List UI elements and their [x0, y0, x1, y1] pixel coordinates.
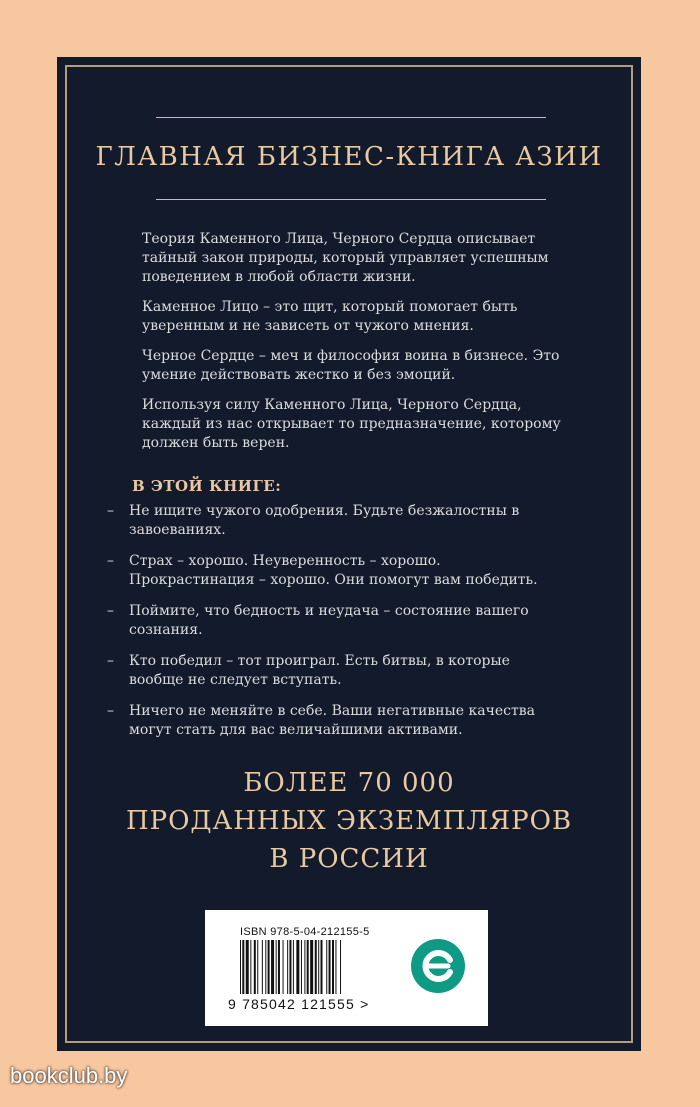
back-cover [57, 57, 641, 1051]
dash-marker: – [107, 503, 114, 519]
sales-line: В РОССИИ [269, 844, 429, 874]
barcode-bar [318, 940, 319, 994]
barcode-bar [307, 940, 309, 994]
dash-marker: – [107, 603, 114, 619]
sales-line: БОЛЕЕ 70 000 [243, 768, 455, 798]
description-paragraph: Каменное Лицо – это щит, который помогает быть уверенным и не зависеть от чужого мнения. [142, 299, 518, 334]
list-item [107, 652, 562, 690]
barcode-bar [329, 940, 331, 994]
barcode [238, 940, 398, 998]
eksmo-logo-icon [410, 938, 466, 994]
barcode-bar [283, 940, 284, 994]
barcode-bar [293, 940, 294, 994]
barcode-bar [340, 940, 341, 994]
barcode-bar [268, 940, 270, 994]
barcode-bar [254, 940, 256, 994]
barcode-bar [265, 940, 266, 994]
top-divider [156, 117, 546, 118]
in-book-list [107, 502, 562, 752]
list-item-text: Ничего не меняйте в себе. Ваши негативные качества могут стать для вас величайшими активами. [129, 703, 535, 738]
list-item-text: Не ищите чужого одобрения. Будьте безжалостны в завоеваниях. [129, 503, 520, 538]
list-item-text: Кто победил – тот проиграл. Есть битвы, в которые вообще не следует вступать. [129, 653, 510, 688]
barcode-bar [289, 940, 291, 994]
in-book-title: В ЭТОЙ КНИГЕ: [132, 477, 282, 495]
description-paragraph: Теория Каменного Лица, Черного Сердца описывает тайный закон природы, который управляет успешным поведением в любой области жизни. [142, 231, 549, 285]
headline: ГЛАВНАЯ БИЗНЕС-КНИГА АЗИИ [95, 142, 603, 172]
barcode-bar [287, 940, 288, 994]
barcode-bar [332, 940, 334, 994]
barcode-bar [257, 940, 258, 994]
barcode-bar [262, 940, 263, 994]
bottom-divider [156, 199, 546, 200]
barcode-bar [310, 940, 313, 994]
isbn-label: ISBN 978-5-04-212155-5 [240, 926, 370, 938]
list-item-text: Страх – хорошо. Неуверенность – хорошо. Прокрастинация – хорошо. Они помогут вам победить. [129, 553, 538, 588]
description-paragraph: Используя силу Каменного Лица, Черного Сердца, каждый из нас открывает то предназначение, которому должен быть верен. [142, 397, 561, 451]
barcode-bar [301, 940, 302, 994]
barcode-bar [296, 940, 299, 994]
barcode-bar [321, 940, 323, 994]
sales-line: ПРОДАННЫХ ЭКЗЕМПЛЯРОВ [125, 806, 573, 836]
watermark: bookclub.by [10, 1063, 128, 1088]
barcode-bar [271, 940, 274, 994]
list-item [107, 702, 562, 740]
barcode-bar [315, 940, 317, 994]
barcode-bar [335, 940, 336, 994]
description [142, 230, 562, 464]
barcode-bar [276, 940, 277, 994]
barcode-bar [246, 940, 249, 994]
barcode-bar [242, 940, 244, 994]
list-item [107, 552, 562, 590]
barcode-bar [250, 940, 251, 994]
dash-marker: – [107, 653, 114, 669]
barcode-bar [278, 940, 280, 994]
description-paragraph: Черное Сердце – меч и философия воина в бизнесе. Это умение действовать жестко и без эмоций. [142, 348, 560, 383]
list-item [107, 602, 562, 640]
barcode-bar [304, 940, 305, 994]
barcode-bar [240, 940, 241, 994]
sales-claim [77, 764, 621, 878]
barcode-bar [326, 940, 327, 994]
dash-marker: – [107, 703, 114, 719]
dash-marker: – [107, 553, 114, 569]
list-item-text: Поймите, что бедность и неудача – состояние вашего сознания. [129, 603, 529, 638]
barcode-panel [205, 910, 488, 1026]
barcode-number: 9 785042 121555 > [228, 996, 370, 1012]
list-item [107, 502, 562, 540]
